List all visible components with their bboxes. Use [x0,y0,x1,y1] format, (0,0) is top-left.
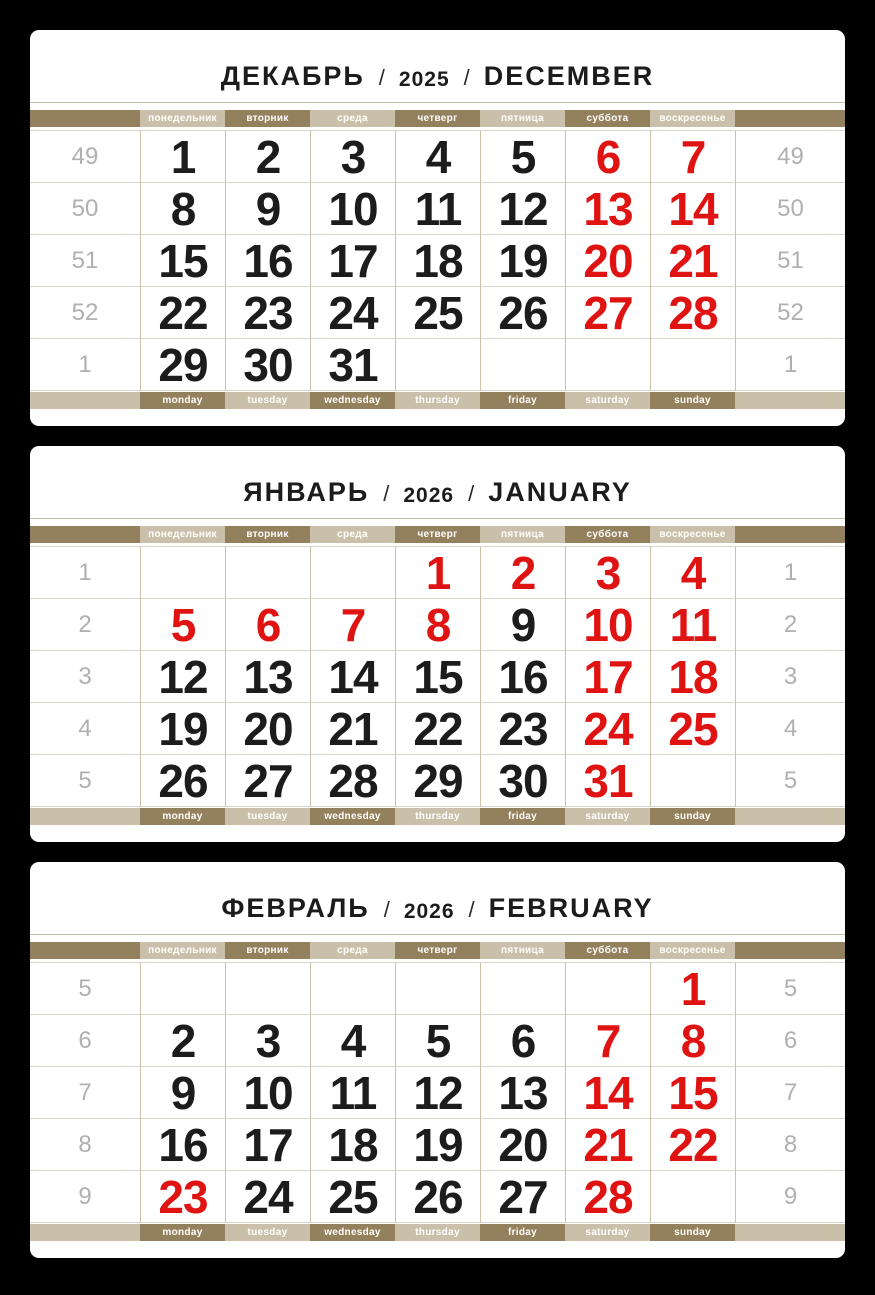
week-number: 50 [30,183,140,235]
weekday-en-thursday: thursday [395,1224,480,1241]
week-column-spacer [30,942,140,959]
month-name-ru: ДЕКАБРЬ [220,61,365,91]
day-cell: 14 [310,651,395,703]
week-number: 3 [735,651,845,703]
week-column-spacer [30,392,140,409]
weekday-ru-tuesday: вторник [225,942,310,959]
day-cell [480,339,565,391]
day-cell: 7 [650,131,735,183]
day-cell: 4 [395,131,480,183]
day-cell: 5 [140,599,225,651]
day-cell: 11 [650,599,735,651]
weekday-header-row [30,110,845,127]
week-number: 52 [735,287,845,339]
day-cell: 31 [565,755,650,807]
week-column-spacer [30,808,140,825]
day-cell: 10 [310,183,395,235]
day-cell: 22 [395,703,480,755]
week-number: 5 [30,963,140,1015]
month-title [30,862,845,935]
week-number: 50 [735,183,845,235]
week-number: 1 [30,547,140,599]
day-cell: 12 [140,651,225,703]
day-cell: 30 [225,339,310,391]
day-cell: 29 [140,339,225,391]
week-number: 2 [30,599,140,651]
day-cell: 21 [310,703,395,755]
day-cell [140,963,225,1015]
day-cell [650,1171,735,1223]
month-name-en: DECEMBER [483,61,655,91]
day-cell: 7 [310,599,395,651]
day-cell [395,339,480,391]
day-cell: 19 [480,235,565,287]
month-year: 2026 [403,484,455,507]
day-cell: 24 [310,287,395,339]
weekday-ru-thursday: четверг [395,942,480,959]
day-cell: 22 [140,287,225,339]
weekday-ru-thursday: четверг [395,110,480,127]
day-cell: 25 [650,703,735,755]
day-cell: 17 [310,235,395,287]
day-cell [565,339,650,391]
day-cell: 21 [650,235,735,287]
calendar-grid [30,546,845,807]
month-year: 2025 [398,68,450,91]
weekday-ru-monday: понедельник [140,942,225,959]
day-cell [225,963,310,1015]
day-cell: 14 [650,183,735,235]
day-cell: 15 [650,1067,735,1119]
weekday-en-saturday: saturday [565,1224,650,1241]
week-number: 7 [30,1067,140,1119]
week-number: 49 [735,131,845,183]
day-cell: 16 [140,1119,225,1171]
week-column-spacer [735,1224,845,1241]
weekday-en-tuesday: tuesday [225,392,310,409]
weekday-en-sunday: sunday [650,1224,735,1241]
day-cell: 16 [225,235,310,287]
week-number: 2 [735,599,845,651]
day-cell: 9 [225,183,310,235]
day-cell: 27 [565,287,650,339]
calendar-grid [30,962,845,1223]
day-cell [650,339,735,391]
day-cell: 4 [650,547,735,599]
week-number: 5 [735,963,845,1015]
weekday-ru-wednesday: среда [310,942,395,959]
weekday-ru-friday: пятница [480,110,565,127]
slash-icon: / [378,65,385,90]
day-cell: 1 [395,547,480,599]
weekday-ru-sunday: воскресенье [650,526,735,543]
day-cell: 6 [565,131,650,183]
weekday-ru-saturday: суббота [565,526,650,543]
day-cell: 6 [225,599,310,651]
week-number: 3 [30,651,140,703]
week-column-spacer [735,526,845,543]
week-number: 6 [735,1015,845,1067]
month-panel-january [30,446,845,842]
day-cell: 28 [565,1171,650,1223]
day-cell: 3 [310,131,395,183]
month-title [30,446,845,519]
calendar-grid [30,130,845,391]
week-number: 51 [30,235,140,287]
weekday-footer-row [30,392,845,409]
week-number: 7 [735,1067,845,1119]
weekday-ru-sunday: воскресенье [650,942,735,959]
weekday-ru-wednesday: среда [310,526,395,543]
week-number: 4 [735,703,845,755]
day-cell: 18 [650,651,735,703]
day-cell: 23 [140,1171,225,1223]
day-cell: 21 [565,1119,650,1171]
month-panel-february [30,862,845,1258]
weekday-en-wednesday: wednesday [310,392,395,409]
day-cell: 13 [480,1067,565,1119]
week-number: 49 [30,131,140,183]
weekday-en-sunday: sunday [650,808,735,825]
day-cell: 1 [650,963,735,1015]
day-cell: 17 [565,651,650,703]
day-cell: 18 [310,1119,395,1171]
week-column-spacer [735,392,845,409]
day-cell: 6 [480,1015,565,1067]
weekday-ru-monday: понедельник [140,526,225,543]
day-cell: 28 [310,755,395,807]
day-cell: 2 [225,131,310,183]
slash-icon: / [383,897,390,922]
weekday-ru-sunday: воскресенье [650,110,735,127]
day-cell: 28 [650,287,735,339]
weekday-ru-thursday: четверг [395,526,480,543]
day-cell: 25 [395,287,480,339]
weekday-en-friday: friday [480,392,565,409]
weekday-en-friday: friday [480,808,565,825]
day-cell: 15 [140,235,225,287]
slash-icon: / [383,481,390,506]
day-cell: 5 [395,1015,480,1067]
week-number: 6 [30,1015,140,1067]
day-cell [650,755,735,807]
week-number: 1 [735,339,845,391]
day-cell: 3 [225,1015,310,1067]
day-cell: 23 [225,287,310,339]
weekday-ru-friday: пятница [480,942,565,959]
day-cell: 2 [140,1015,225,1067]
month-name-ru: ЯНВАРЬ [243,477,370,507]
day-cell: 31 [310,339,395,391]
day-cell: 15 [395,651,480,703]
day-cell: 17 [225,1119,310,1171]
weekday-footer-row [30,808,845,825]
day-cell: 20 [480,1119,565,1171]
day-cell: 2 [480,547,565,599]
day-cell: 14 [565,1067,650,1119]
day-cell: 8 [650,1015,735,1067]
weekday-footer-row [30,1224,845,1241]
week-number: 9 [735,1171,845,1223]
weekday-ru-saturday: суббота [565,942,650,959]
day-cell: 16 [480,651,565,703]
month-name-ru: ФЕВРАЛЬ [221,893,370,923]
week-column-spacer [735,808,845,825]
week-number: 5 [30,755,140,807]
day-cell: 3 [565,547,650,599]
weekday-ru-friday: пятница [480,526,565,543]
month-title [30,30,845,103]
day-cell [140,547,225,599]
week-column-spacer [30,110,140,127]
day-cell: 10 [225,1067,310,1119]
weekday-en-tuesday: tuesday [225,808,310,825]
week-number: 8 [735,1119,845,1171]
weekday-en-wednesday: wednesday [310,808,395,825]
day-cell: 30 [480,755,565,807]
weekday-en-monday: monday [140,808,225,825]
day-cell: 18 [395,235,480,287]
week-number: 52 [30,287,140,339]
day-cell: 26 [140,755,225,807]
day-cell: 9 [480,599,565,651]
weekday-en-monday: monday [140,392,225,409]
weekday-en-sunday: sunday [650,392,735,409]
month-name-en: JANUARY [488,477,632,507]
day-cell [395,963,480,1015]
day-cell: 26 [480,287,565,339]
day-cell: 10 [565,599,650,651]
week-column-spacer [30,526,140,543]
weekday-ru-tuesday: вторник [225,110,310,127]
day-cell: 24 [565,703,650,755]
day-cell: 27 [480,1171,565,1223]
month-panel-december [30,30,845,426]
slash-icon: / [468,897,475,922]
day-cell [225,547,310,599]
day-cell [310,547,395,599]
day-cell: 29 [395,755,480,807]
weekday-en-saturday: saturday [565,392,650,409]
day-cell [565,963,650,1015]
weekday-en-wednesday: wednesday [310,1224,395,1241]
day-cell: 12 [395,1067,480,1119]
day-cell: 4 [310,1015,395,1067]
weekday-en-monday: monday [140,1224,225,1241]
weekday-header-row [30,942,845,959]
weekday-header-row [30,526,845,543]
day-cell: 12 [480,183,565,235]
week-column-spacer [735,942,845,959]
day-cell: 19 [395,1119,480,1171]
weekday-ru-tuesday: вторник [225,526,310,543]
week-column-spacer [735,110,845,127]
weekday-en-tuesday: tuesday [225,1224,310,1241]
day-cell: 8 [395,599,480,651]
day-cell: 20 [565,235,650,287]
day-cell: 24 [225,1171,310,1223]
day-cell: 26 [395,1171,480,1223]
day-cell: 19 [140,703,225,755]
day-cell: 8 [140,183,225,235]
day-cell: 11 [310,1067,395,1119]
weekday-en-saturday: saturday [565,808,650,825]
day-cell [310,963,395,1015]
weekday-en-friday: friday [480,1224,565,1241]
day-cell: 13 [225,651,310,703]
day-cell [480,963,565,1015]
weekday-ru-wednesday: среда [310,110,395,127]
day-cell: 13 [565,183,650,235]
week-column-spacer [30,1224,140,1241]
day-cell: 7 [565,1015,650,1067]
day-cell: 23 [480,703,565,755]
week-number: 9 [30,1171,140,1223]
day-cell: 27 [225,755,310,807]
day-cell: 22 [650,1119,735,1171]
slash-icon: / [463,65,470,90]
day-cell: 20 [225,703,310,755]
weekday-en-thursday: thursday [395,808,480,825]
weekday-en-thursday: thursday [395,392,480,409]
week-number: 1 [30,339,140,391]
week-number: 4 [30,703,140,755]
day-cell: 9 [140,1067,225,1119]
month-name-en: FEBRUARY [488,893,654,923]
week-number: 51 [735,235,845,287]
slash-icon: / [468,481,475,506]
day-cell: 5 [480,131,565,183]
weekday-ru-saturday: суббота [565,110,650,127]
week-number: 1 [735,547,845,599]
day-cell: 25 [310,1171,395,1223]
month-year: 2026 [403,900,455,923]
day-cell: 1 [140,131,225,183]
day-cell: 11 [395,183,480,235]
week-number: 5 [735,755,845,807]
week-number: 8 [30,1119,140,1171]
weekday-ru-monday: понедельник [140,110,225,127]
